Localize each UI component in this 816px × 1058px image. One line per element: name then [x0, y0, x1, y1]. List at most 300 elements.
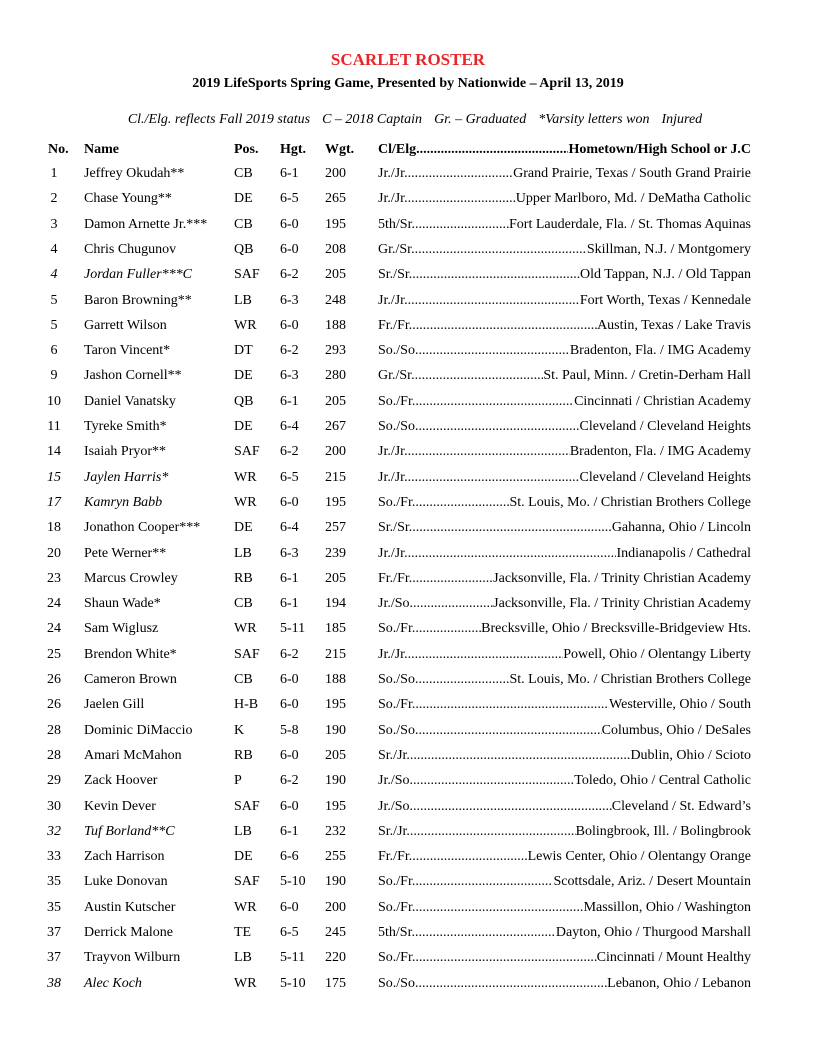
- player-height: 6-1: [280, 393, 299, 409]
- player-height: 6-0: [280, 798, 299, 814]
- player-class: Sr./Sr.: [378, 267, 413, 283]
- player-number: 18: [47, 520, 61, 536]
- header-hometown: Hometown/High School or J.C: [568, 142, 751, 157]
- player-weight: 195: [325, 697, 346, 713]
- player-position: DE: [234, 368, 253, 384]
- dot-leader: [415, 925, 556, 941]
- player-height: 6-0: [280, 216, 299, 232]
- dot-leader: [408, 647, 564, 663]
- dot-leader: [412, 267, 580, 283]
- player-weight: 215: [325, 469, 346, 485]
- player-height: 6-5: [280, 191, 299, 207]
- table-row: [0, 242, 816, 262]
- player-detail: [378, 672, 751, 688]
- player-number: 5: [50, 292, 58, 308]
- player-number: 10: [47, 393, 61, 409]
- player-class: Jr./Jr.: [378, 545, 408, 561]
- player-class: Sr./Jr.: [378, 823, 410, 839]
- player-detail: [378, 621, 751, 637]
- player-weight: 267: [325, 419, 346, 434]
- player-hometown: Powell, Ohio / Olentangy Liberty: [563, 646, 751, 662]
- player-weight: 194: [325, 596, 346, 612]
- player-height: 6-4: [280, 419, 299, 434]
- table-row: [0, 419, 816, 439]
- dot-leader: [408, 470, 580, 486]
- player-height: 6-5: [280, 925, 299, 940]
- player-class: Fr./Fr.: [378, 317, 413, 333]
- player-name: Zach Harrison: [84, 849, 165, 865]
- player-position: LB: [234, 545, 252, 561]
- player-detail: [378, 824, 751, 840]
- table-row: [0, 546, 816, 566]
- player-number: 30: [47, 798, 61, 814]
- player-class: So./So.: [378, 419, 419, 434]
- player-number: 26: [47, 697, 61, 713]
- player-hometown: St. Paul, Minn. / Cretin-Derham Hall: [543, 368, 751, 384]
- player-hometown: Cincinnati / Mount Healthy: [596, 950, 751, 966]
- dot-leader: [415, 495, 509, 511]
- player-name: Garrett Wilson: [84, 317, 167, 333]
- player-class: Jr./So.: [378, 773, 414, 789]
- player-name: Taron Vincent*: [84, 343, 171, 359]
- table-row: [0, 571, 816, 591]
- dot-leader: [410, 748, 631, 764]
- header-no: No.: [48, 142, 69, 157]
- player-name: Jeffrey Okudah**: [84, 166, 185, 181]
- player-detail: [378, 318, 751, 334]
- player-weight: 255: [325, 849, 346, 865]
- player-detail: [378, 242, 751, 258]
- player-hometown: Toledo, Ohio / Central Catholic: [574, 773, 751, 789]
- table-row: [0, 293, 816, 313]
- player-position: CB: [234, 596, 253, 612]
- table-row: [0, 824, 816, 844]
- player-number: 3: [50, 216, 58, 232]
- player-class: Jr./So.: [378, 596, 414, 612]
- player-number: 28: [47, 722, 61, 738]
- player-detail: [378, 470, 751, 486]
- player-weight: 188: [325, 317, 346, 333]
- player-class: Gr./Sr.: [378, 241, 415, 257]
- player-position: SAF: [234, 646, 260, 662]
- player-height: 6-2: [280, 444, 299, 460]
- player-number: 20: [47, 545, 61, 561]
- player-detail: [378, 748, 751, 764]
- player-class: So./So.: [378, 975, 419, 991]
- dot-leader: [415, 874, 553, 890]
- player-name: Isaiah Pryor**: [84, 444, 167, 460]
- table-row: [0, 672, 816, 692]
- player-number: 23: [47, 570, 61, 586]
- player-number: 37: [47, 925, 61, 940]
- player-position: SAF: [234, 798, 260, 814]
- dot-leader: [415, 900, 583, 916]
- player-weight: 232: [325, 823, 346, 839]
- table-row: [0, 217, 816, 237]
- player-height: 6-0: [280, 697, 299, 713]
- player-number: 28: [47, 747, 61, 763]
- player-height: 6-1: [280, 596, 299, 612]
- player-height: 6-0: [280, 317, 299, 333]
- table-row: [0, 748, 816, 768]
- dot-leader: [415, 394, 574, 410]
- player-detail: [378, 925, 751, 941]
- player-position: WR: [234, 975, 257, 991]
- player-class: Fr./Fr.: [378, 849, 413, 865]
- player-hometown: Skillman, N.J. / Montgomery: [586, 241, 751, 257]
- player-class: So./So.: [378, 343, 419, 359]
- player-height: 6-0: [280, 899, 299, 915]
- player-weight: 248: [325, 292, 346, 308]
- player-position: K: [234, 722, 245, 738]
- player-class: So./Fr.: [378, 950, 416, 966]
- player-class: Jr./Jr.: [378, 292, 408, 308]
- player-position: WR: [234, 899, 257, 915]
- player-weight: 205: [325, 267, 346, 283]
- player-name: Jonathon Cooper***: [84, 520, 201, 536]
- player-weight: 185: [325, 621, 346, 637]
- player-number: 24: [47, 596, 61, 612]
- player-class: So./Fr.: [378, 621, 416, 637]
- player-height: 6-2: [280, 646, 299, 662]
- player-hometown: Jacksonville, Fla. / Trinity Christian Academy: [493, 596, 751, 612]
- player-weight: 200: [325, 166, 346, 181]
- legend-eligibility: Cl./Elg. reflects Fall 2019 status: [127, 112, 311, 127]
- player-detail: [378, 293, 751, 309]
- player-number: 17: [47, 494, 61, 510]
- dot-leader: [413, 799, 612, 815]
- player-hometown: Gahanna, Ohio / Lincoln: [611, 520, 751, 536]
- player-hometown: Dayton, Ohio / Thurgood Marshall: [555, 925, 751, 940]
- player-height: 5-8: [280, 722, 299, 738]
- dot-leader: [408, 444, 570, 460]
- player-weight: 175: [325, 975, 346, 991]
- player-height: 6-0: [280, 494, 299, 510]
- player-name: Zack Hoover: [84, 773, 158, 789]
- table-header: [0, 142, 816, 160]
- player-position: QB: [234, 393, 254, 409]
- player-detail: [378, 217, 751, 233]
- player-hometown: Brecksville, Ohio / Brecksville-Bridgeview Hts.: [481, 621, 751, 637]
- player-hometown: Massillon, Ohio / Washington: [583, 899, 751, 915]
- legend-graduated: Gr. – Graduated: [434, 112, 527, 127]
- player-weight: 208: [325, 241, 346, 257]
- player-name: Pete Werner**: [84, 545, 167, 561]
- player-position: H-B: [234, 697, 259, 713]
- dot-leader: [408, 546, 617, 562]
- player-detail: [378, 723, 751, 739]
- dot-leader: [412, 571, 493, 587]
- dot-leader: [418, 976, 607, 992]
- dot-leader: [418, 672, 509, 688]
- player-detail: [378, 596, 751, 612]
- player-weight: 190: [325, 874, 346, 890]
- player-height: 6-0: [280, 241, 299, 257]
- player-name: Chris Chugunov: [84, 241, 177, 257]
- player-height: 5-10: [280, 874, 306, 890]
- player-height: 6-1: [280, 823, 299, 839]
- table-row: [0, 697, 816, 717]
- player-name: Damon Arnette Jr.***: [84, 216, 208, 232]
- player-detail: [378, 950, 751, 966]
- dot-leader: [412, 520, 612, 536]
- player-height: 6-2: [280, 773, 299, 789]
- player-class: Jr./Jr.: [378, 444, 408, 460]
- player-weight: 265: [325, 191, 346, 207]
- player-position: CB: [234, 166, 253, 181]
- table-row: [0, 976, 816, 996]
- player-class: So./So.: [378, 722, 419, 738]
- dot-leader: [415, 697, 609, 713]
- table-row: [0, 343, 816, 363]
- player-number: 29: [47, 773, 61, 789]
- table-row: [0, 799, 816, 819]
- dot-leader: [415, 217, 509, 233]
- player-detail: [378, 874, 751, 890]
- player-name: Dominic DiMaccio: [84, 722, 193, 738]
- player-number: 37: [47, 950, 61, 966]
- player-class: So./So.: [378, 672, 419, 687]
- player-weight: 195: [325, 798, 346, 814]
- player-number: 15: [47, 469, 61, 485]
- player-class: Jr./So.: [378, 798, 414, 814]
- player-name: Jaelen Gill: [84, 697, 145, 713]
- table-row: [0, 874, 816, 894]
- player-position: WR: [234, 469, 257, 485]
- player-height: 6-0: [280, 747, 299, 763]
- player-position: DT: [234, 343, 253, 359]
- player-hometown: Bolingbrook, Ill. / Bolingbrook: [575, 823, 751, 839]
- player-name: Austin Kutscher: [84, 899, 176, 915]
- player-position: SAF: [234, 444, 260, 460]
- player-class: Jr./Jr.: [378, 191, 408, 207]
- player-detail: [378, 697, 751, 713]
- player-hometown: Lebanon, Ohio / Lebanon: [607, 975, 751, 991]
- player-position: DE: [234, 191, 253, 207]
- player-hometown: Cleveland / St. Edward’s: [611, 798, 751, 814]
- player-class: Jr./Jr.: [378, 469, 408, 485]
- player-name: Derrick Malone: [84, 925, 174, 940]
- player-weight: 188: [325, 672, 346, 687]
- player-hometown: Cleveland / Cleveland Heights: [579, 419, 751, 434]
- player-weight: 190: [325, 722, 346, 738]
- player-hometown: Westerville, Ohio / South: [609, 697, 751, 713]
- player-weight: 195: [325, 216, 346, 232]
- player-detail: [378, 368, 751, 384]
- player-weight: 239: [325, 545, 346, 561]
- player-height: 5-11: [280, 950, 306, 966]
- player-hometown: Upper Marlboro, Md. / DeMatha Catholic: [515, 191, 751, 207]
- player-height: 6-5: [280, 469, 299, 485]
- table-row: [0, 495, 816, 515]
- legend-injured: Injured: [661, 112, 703, 127]
- player-weight: 245: [325, 925, 346, 940]
- player-hometown: Cincinnati / Christian Academy: [574, 393, 751, 409]
- dot-leader: [413, 773, 574, 789]
- table-row: [0, 723, 816, 743]
- dot-leader: [415, 368, 544, 384]
- table-row: [0, 318, 816, 338]
- player-position: LB: [234, 292, 252, 308]
- player-weight: 220: [325, 950, 346, 966]
- player-weight: 205: [325, 393, 346, 409]
- table-row: [0, 191, 816, 211]
- player-number: 35: [47, 899, 61, 915]
- legend: [0, 96, 816, 144]
- table-row: [0, 849, 816, 869]
- player-class: Sr./Sr.: [378, 520, 413, 536]
- player-name: Tyreke Smith*: [84, 419, 167, 434]
- player-number: 2: [50, 191, 58, 207]
- dot-leader: [413, 596, 493, 612]
- player-name: Amari McMahon: [84, 747, 182, 763]
- player-position: DE: [234, 520, 253, 536]
- dot-leader: [418, 419, 579, 435]
- player-weight: 280: [325, 368, 346, 384]
- player-detail: [378, 546, 751, 562]
- player-name: Shaun Wade*: [84, 596, 161, 612]
- player-position: QB: [234, 241, 254, 257]
- player-class: Gr./Sr.: [378, 368, 415, 384]
- player-detail: [378, 166, 751, 182]
- player-name: Cameron Brown: [84, 672, 177, 687]
- player-position: P: [234, 773, 242, 789]
- player-height: 6-3: [280, 545, 299, 561]
- player-name: Baron Browning**: [84, 292, 192, 308]
- player-weight: 205: [325, 570, 346, 586]
- player-name: Trayvon Wilburn: [84, 950, 181, 966]
- player-number: 5: [50, 317, 58, 333]
- player-weight: 215: [325, 646, 346, 662]
- table-row: [0, 394, 816, 414]
- player-detail: [378, 976, 751, 992]
- player-name: Daniel Vanatsky: [84, 393, 176, 409]
- page-title: SCARLET ROSTER: [330, 50, 486, 69]
- player-height: 6-1: [280, 166, 299, 181]
- player-class: Sr./Jr.: [378, 747, 410, 763]
- player-position: DE: [234, 419, 253, 434]
- player-weight: 205: [325, 747, 346, 763]
- player-class: Jr./Jr.: [378, 646, 408, 662]
- table-row: [0, 596, 816, 616]
- player-name: Kevin Dever: [84, 798, 156, 814]
- player-hometown: Bradenton, Fla. / IMG Academy: [569, 444, 751, 460]
- header-name: Name: [84, 142, 119, 157]
- player-name: Tuf Borland**C: [84, 823, 175, 839]
- player-position: WR: [234, 317, 257, 333]
- player-hometown: Fort Lauderdale, Fla. / St. Thomas Aquinas: [509, 216, 751, 232]
- player-number: 38: [47, 975, 61, 991]
- dot-leader: [412, 318, 597, 334]
- player-hometown: Indianapolis / Cathedral: [616, 545, 751, 561]
- player-detail: [378, 343, 751, 359]
- player-height: 5-10: [280, 975, 306, 991]
- dot-leader: [410, 824, 576, 840]
- page-subtitle: 2019 LifeSports Spring Game, Presented by Nationwide – April 13, 2019: [192, 76, 624, 91]
- player-position: LB: [234, 823, 252, 839]
- dot-leader: [415, 621, 481, 637]
- player-position: SAF: [234, 267, 260, 283]
- table-row: [0, 166, 816, 186]
- player-hometown: Scottsdale, Ariz. / Desert Mountain: [553, 874, 751, 890]
- player-position: SAF: [234, 874, 260, 890]
- header-hgt: Hgt.: [280, 142, 307, 157]
- player-weight: 200: [325, 444, 346, 460]
- dot-leader: [418, 343, 569, 359]
- dot-leader: [408, 166, 514, 182]
- dot-leader: [415, 950, 596, 966]
- player-detail: [378, 647, 751, 663]
- player-number: 33: [47, 849, 61, 865]
- table-row: [0, 621, 816, 641]
- player-position: RB: [234, 747, 253, 763]
- player-detail: [378, 191, 751, 207]
- player-position: RB: [234, 570, 253, 586]
- player-number: 25: [47, 646, 61, 662]
- table-row: [0, 368, 816, 388]
- table-row: [0, 647, 816, 667]
- player-height: 6-3: [280, 368, 299, 384]
- table-row: [0, 773, 816, 793]
- player-name: Luke Donovan: [84, 874, 168, 890]
- player-height: 6-1: [280, 570, 299, 586]
- player-position: WR: [234, 494, 257, 510]
- header-wgt: Wgt.: [325, 142, 355, 157]
- player-height: 6-2: [280, 343, 299, 359]
- player-detail: [378, 773, 751, 789]
- legend-captain: C – 2018 Captain: [322, 112, 423, 127]
- player-class: So./Fr.: [378, 393, 416, 409]
- player-detail: [378, 394, 751, 410]
- player-name: Kamryn Babb: [84, 494, 163, 510]
- player-position: TE: [234, 925, 252, 940]
- player-number: 26: [47, 672, 61, 687]
- player-detail: [378, 849, 751, 865]
- player-name: Jaylen Harris*: [84, 469, 169, 485]
- player-name: Jordan Fuller***C: [84, 267, 192, 283]
- player-class: So./Fr.: [378, 874, 416, 890]
- player-position: WR: [234, 621, 257, 637]
- player-name: Chase Young**: [84, 191, 172, 207]
- player-class: So./Fr.: [378, 494, 416, 510]
- player-name: Jashon Cornell**: [84, 368, 182, 384]
- table-row: [0, 925, 816, 945]
- player-hometown: St. Louis, Mo. / Christian Brothers College: [509, 672, 751, 687]
- player-number: 35: [47, 874, 61, 890]
- player-class: Jr./Jr.: [378, 166, 408, 181]
- player-name: Brendon White*: [84, 646, 177, 662]
- player-hometown: Fort Worth, Texas / Kennedale: [579, 292, 751, 308]
- player-number: 4: [50, 241, 58, 257]
- player-number: 24: [47, 621, 61, 637]
- player-number: 1: [50, 166, 58, 181]
- header-detail: [378, 142, 751, 158]
- player-number: 6: [50, 343, 58, 359]
- player-height: 6-0: [280, 672, 299, 687]
- player-detail: [378, 900, 751, 916]
- player-height: 6-6: [280, 849, 299, 865]
- header-pos: Pos.: [234, 142, 259, 157]
- dot-leader: [415, 242, 587, 258]
- player-height: 6-3: [280, 292, 299, 308]
- player-number: 4: [50, 267, 58, 283]
- player-height: 5-11: [280, 621, 306, 637]
- player-class: So./Fr.: [378, 899, 416, 915]
- player-position: CB: [234, 216, 253, 232]
- player-position: CB: [234, 672, 253, 687]
- table-row: [0, 267, 816, 287]
- player-hometown: Cleveland / Cleveland Heights: [579, 469, 751, 485]
